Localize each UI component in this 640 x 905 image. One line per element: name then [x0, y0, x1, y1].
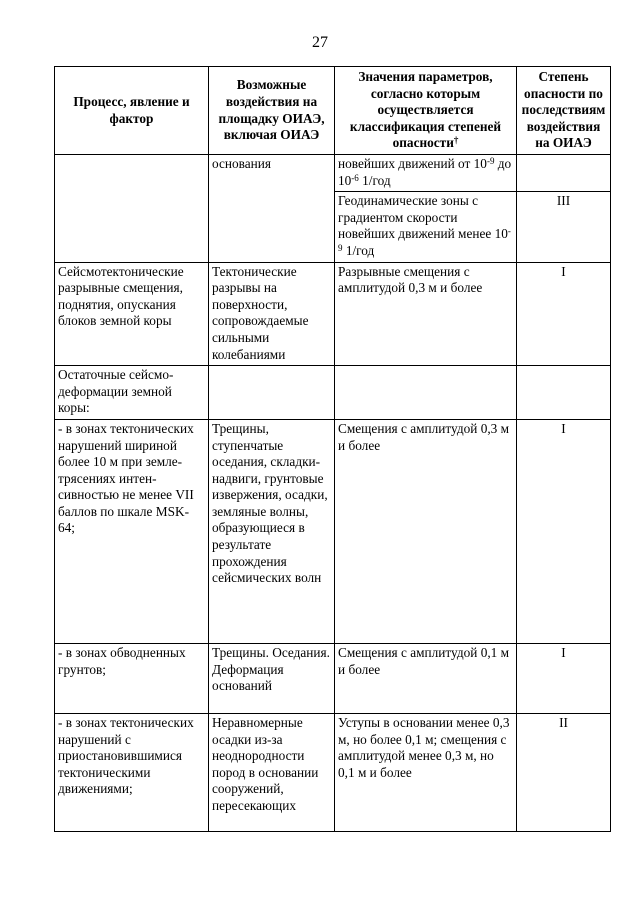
table-row: [55, 419, 611, 643]
cell-degree: I: [517, 419, 611, 643]
param-text: Геодинамические зоны с градиентом скорости новейших движений менее 10: [338, 193, 508, 242]
param-exponent: -9: [338, 226, 511, 253]
table-row: [55, 713, 611, 831]
param-text: 1/год: [342, 242, 375, 258]
cell-process: - в зонах тектонических нарушений с приостановившимися тектоническими движениями;: [55, 713, 209, 831]
cell-impact: Тектонические разрывы на поверхности, сопровождаемые сильными колебаниями: [209, 262, 335, 366]
param-exponent: -6: [351, 172, 359, 183]
cell-process: [55, 155, 209, 263]
cell-impact: Неравномерные осадки из-за неоднородности пород в основании сооружений, пересекающих: [209, 713, 335, 831]
cell-process: - в зонах обводненных грунтов;: [55, 643, 209, 713]
param-text: новейших движений от 10: [338, 156, 487, 171]
cell-parameter: Смещения с амплитудой 0,3 м и более: [335, 419, 517, 643]
cell-impact: Трещины. Оседания. Деформация оснований: [209, 643, 335, 713]
header-parameters: [335, 67, 517, 155]
cell-process: Остаточные сейсмо-деформации земной коры:: [55, 366, 209, 420]
cell-degree: [517, 366, 611, 420]
cell-parameter: Уступы в основании менее 0,3 м, но более 0,1 м; смещения с амплитудой менее 0,3 м, но 0,1 м и более: [335, 713, 517, 831]
cell-degree: II: [517, 713, 611, 831]
header-hazard-degree: Степень опасности по последствиям воздействия на ОИАЭ: [517, 67, 611, 155]
cell-degree: I: [517, 643, 611, 713]
cell-impact: Трещины, ступенчатые оседания, складки-надвиги, грунтовые извержения, осадки, земляные волны, образующиеся в результате прохождения сейсмических волн: [209, 419, 335, 643]
param-text: до 10: [338, 156, 512, 188]
hazard-classification-table: [54, 66, 611, 832]
cell-degree: I: [517, 262, 611, 366]
table-row: [55, 366, 611, 420]
cell-impact: основания: [209, 155, 335, 263]
cell-degree: [517, 155, 611, 192]
table-header-row: [55, 67, 611, 155]
cell-parameter: [335, 192, 517, 262]
page-number: 27: [312, 34, 328, 51]
table-row: [55, 262, 611, 366]
header-parameters-text: Значения параметров, согласно которым осуществляется классификация степеней опасности: [349, 69, 502, 151]
cell-parameter: Смещения с амплитудой 0,1 м и более: [335, 643, 517, 713]
table-row: [55, 155, 611, 192]
header-impacts: Возможные воздействия на площадку ОИАЭ, включая ОИАЭ: [209, 67, 335, 155]
cell-parameter: [335, 366, 517, 420]
header-footnote-mark: †: [453, 135, 459, 146]
cell-process: Сейсмотектонические разрывные смещения, поднятия, опускания блоков земной коры: [55, 262, 209, 366]
table-row: [55, 643, 611, 713]
cell-parameter: [335, 155, 517, 192]
param-text: 1/год: [358, 172, 391, 188]
header-process: Процесс, явление и фактор: [55, 67, 209, 155]
cell-parameter: Разрывные смещения с амплитудой 0,3 м и более: [335, 262, 517, 366]
cell-impact: [209, 366, 335, 420]
cell-degree: III: [517, 192, 611, 262]
cell-process: - в зонах тектонических нарушений шириной более 10 м при земле-трясениях интен-сивностью не менее VII баллов по шкале MSK-64;: [55, 419, 209, 643]
param-exponent: -9: [486, 156, 495, 166]
